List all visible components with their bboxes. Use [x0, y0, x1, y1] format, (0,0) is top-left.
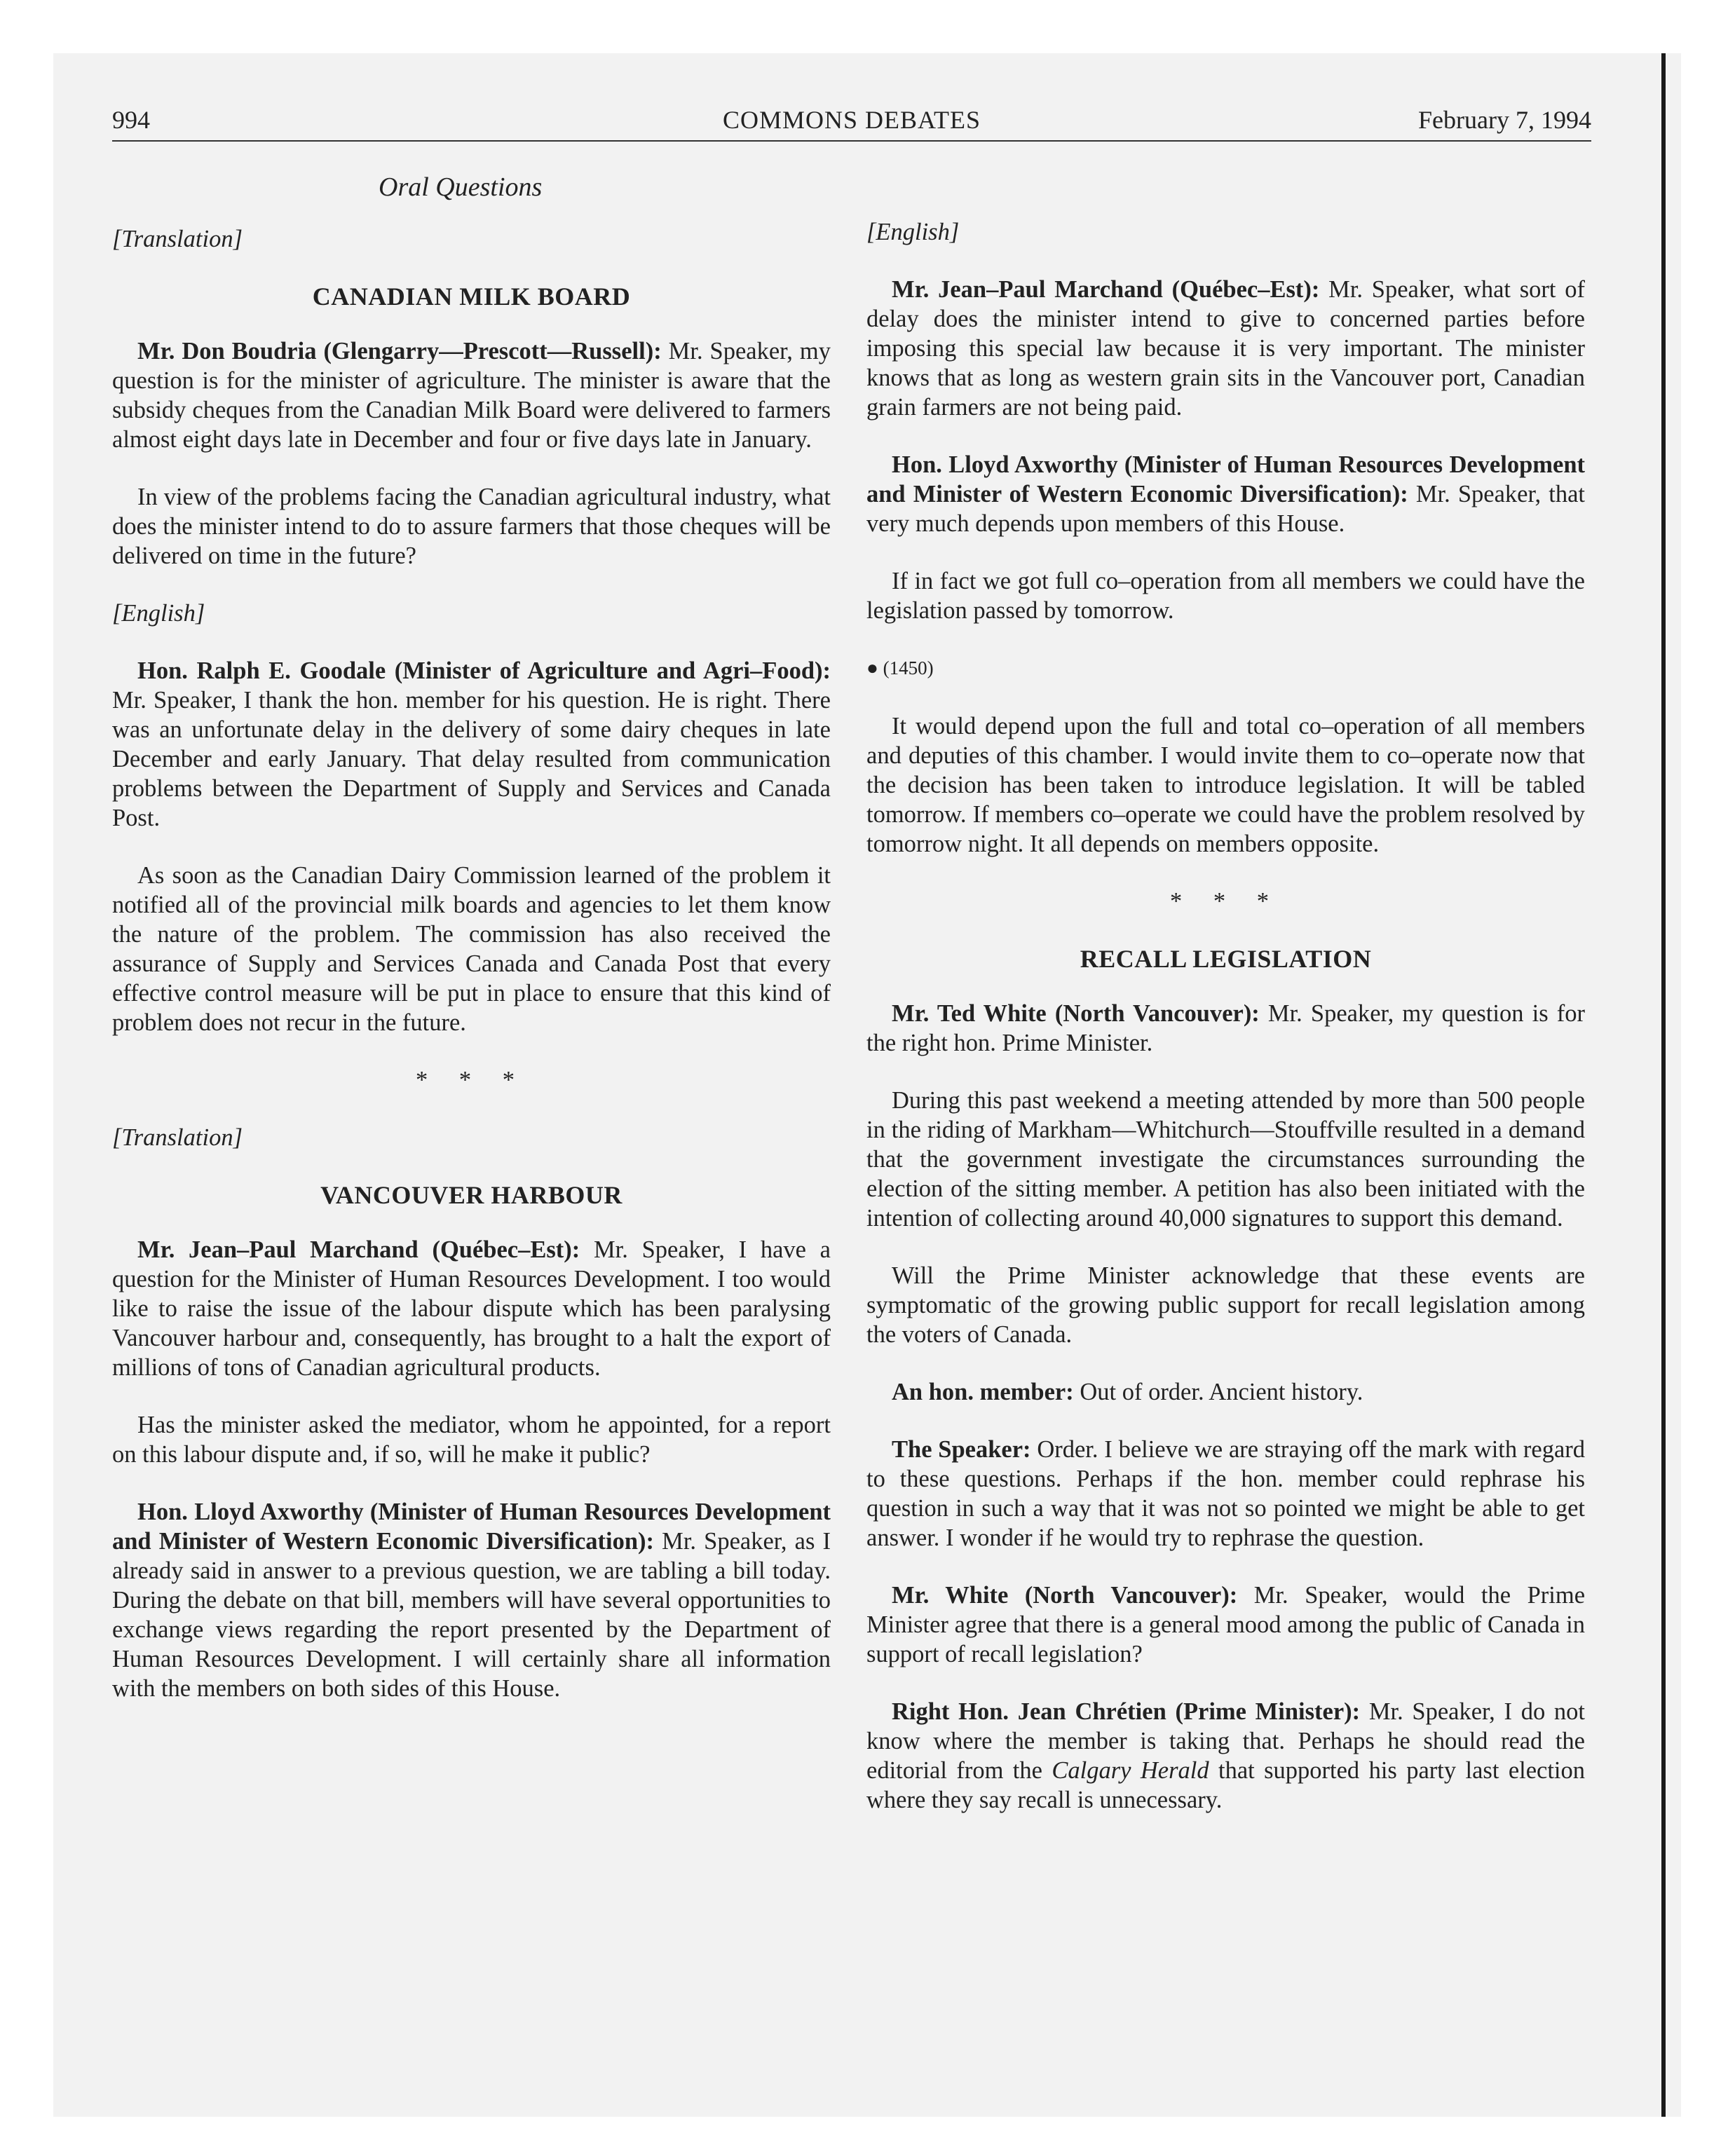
paragraph [112, 1235, 831, 1382]
right-column [866, 217, 1585, 1843]
speaker-name: Mr. White (North Vancouver): [892, 1582, 1238, 1609]
paragraph: During this past weekend a meeting attended by more than 500 people in the riding of Markham—Whitchurch—Stouffville resulted in a demand that the government investigate the circumstances surrounding the election of the sitting member. A petition has also been initiated with the intention of collecting around 40,000 signatures to support this demand. [866, 1087, 1585, 1231]
speaker-name: Mr. Jean–Paul Marchand (Québec–Est): [137, 1236, 580, 1263]
bullet-icon: ● [866, 657, 878, 679]
speech-text: Mr. Speaker, that very much depends upon members of this House. [866, 481, 1585, 537]
speech-text: Mr. Speaker, I do not know where the member is taking that. Perhaps he should read the editorial from the [866, 1698, 1585, 1784]
speaker-name: An hon. member: [892, 1379, 1074, 1405]
newspaper-title: Calgary Herald [1052, 1757, 1209, 1784]
speech-text: Mr. Speaker, what sort of delay does the minister intend to give to concerned parties before imposing this special law because it is very important. The minister knows that as long as western grain sits in the Vancouver port, Canadian grain farmers are not being paid. [866, 276, 1585, 421]
left-column [112, 224, 831, 1731]
section-title: Oral Questions [379, 172, 543, 202]
heading-recall-legislation: RECALL LEGISLATION [1080, 945, 1372, 973]
header-rule [112, 140, 1591, 142]
speaker-name: Mr. Ted White (North Vancouver): [892, 1000, 1260, 1027]
page-header [112, 100, 1591, 142]
speech-text: Mr. Speaker, as I already said in answer to a previous question, we are tabling a bill today. During the debate on that bill, members will have several opportunities to exchange views regarding the report presented by the Department of Human Resources Development. I will certainly share all information with the members on both sides of this House. [112, 1528, 831, 1702]
speaker-name: Right Hon. Jean Chrétien (Prime Minister): [892, 1698, 1361, 1725]
paragraph: As soon as the Canadian Dairy Commission learned of the problem it notified all of the provincial milk boards and agencies to let them know the nature of the problem. The commission has also received the assurance of Supply and Services Canada and Canada Post that every effective control measure will be put in place to ensure that this kind of problem does not recur in the future. [112, 862, 831, 1036]
paragraph [866, 1581, 1585, 1669]
speaker-name: Hon. Lloyd Axworthy (Minister of Human Resources Development and Minister of Western Economic Diversification): [866, 451, 1585, 507]
speaker-name: The Speaker: [892, 1436, 1031, 1463]
speaker-name: Mr. Jean–Paul Marchand (Québec–Est): [892, 276, 1320, 303]
english-tag: [English] [866, 219, 960, 245]
speaker-name: Mr. Don Boudria (Glengarry—Prescott—Russell): [137, 338, 662, 364]
header-date: February 7, 1994 [1418, 106, 1591, 134]
paragraph [866, 1435, 1585, 1553]
speaker-name: Hon. Lloyd Axworthy (Minister of Human Resources Development and Minister of Western Economic Diversification): [112, 1499, 831, 1555]
speech-text: that supported his party last election where they say recall is unnecessary. [866, 1757, 1586, 1813]
paragraph [112, 656, 831, 833]
paragraph [866, 275, 1585, 422]
heading-vancouver-harbour: VANCOUVER HARBOUR [320, 1181, 622, 1209]
paragraph: If in fact we got full co–operation from all members we could have the legislation passed by tomorrow. [866, 568, 1585, 624]
page-edge-shadow [1661, 53, 1666, 2117]
speech-text: Mr. Speaker, I have a question for the Minister of Human Resources Development. I too would like to raise the issue of the labour dispute which has been paralysing Vancouver harbour and, consequently, has brought to a halt the export of millions of tons of Canadian agricultural products. [112, 1236, 831, 1381]
paragraph: It would depend upon the full and total co–operation of all members and deputies of this chamber. I would invite them to co–operate now that the decision has been taken to introduce legislation. It will be tabled tomorrow. If members co–operate we could have the problem resolved by tomorrow night. It all depends on members opposite. [866, 713, 1585, 857]
speech-text: Mr. Speaker, I thank the hon. member for his question. He is right. There was an unfortunate delay in the delivery of some dairy cheques in late December and early January. That delay resulted from communication problems between the Department of Supply and Services and Canada Post. [112, 687, 831, 831]
paragraph [112, 1497, 831, 1703]
page-number: 994 [112, 106, 150, 134]
speech-text: Order. I believe we are straying off the mark with regard to these questions. Perhaps if the hon. member could rephrase his question in such a way that it was not so pointed we might be able to get answer. I wonder if he would try to rephrase the question. [866, 1436, 1586, 1551]
paragraph [112, 336, 831, 454]
paragraph: In view of the problems facing the Canadian agricultural industry, what does the minister intend to do to assure farmers that those cheques will be delivered on time in the future? [112, 484, 831, 569]
english-tag: [English] [112, 600, 205, 627]
paragraph: Has the minister asked the mediator, whom he appointed, for a report on this labour dispute and, if so, will he make it public? [112, 1412, 831, 1468]
timestamp [866, 653, 1585, 683]
paragraph [866, 450, 1585, 538]
paragraph [866, 1697, 1585, 1815]
speech-text: Mr. Speaker, my question is for the right hon. Prime Minister. [866, 1000, 1585, 1056]
timestamp-text: (1450) [883, 657, 934, 678]
paragraph [866, 1377, 1585, 1407]
paragraph [866, 999, 1585, 1058]
speaker-name: Hon. Ralph E. Goodale (Minister of Agriculture and Agri–Food): [137, 657, 831, 684]
speech-text: Mr. Speaker, would the Prime Minister agree that there is a general mood among the public of Canada in support of recall legislation? [866, 1582, 1586, 1667]
section-separator: * * * [1170, 888, 1281, 915]
paragraph: Will the Prime Minister acknowledge that these events are symptomatic of the growing public support for recall legislation among the voters of Canada. [866, 1262, 1585, 1348]
heading-milk-board: CANADIAN MILK BOARD [312, 282, 631, 311]
journal-title: COMMONS DEBATES [722, 106, 981, 134]
translation-tag: [Translation] [112, 1124, 243, 1151]
speech-text: Out of order. Ancient history. [1073, 1379, 1363, 1405]
section-separator: * * * [416, 1067, 527, 1093]
translation-tag: [Translation] [112, 226, 243, 252]
speech-text: Mr. Speaker, my question is for the minister of agriculture. The minister is aware that the subsidy cheques from the Canadian Milk Board were delivered to farmers almost eight days late in December and four or five days late in January. [112, 338, 831, 453]
